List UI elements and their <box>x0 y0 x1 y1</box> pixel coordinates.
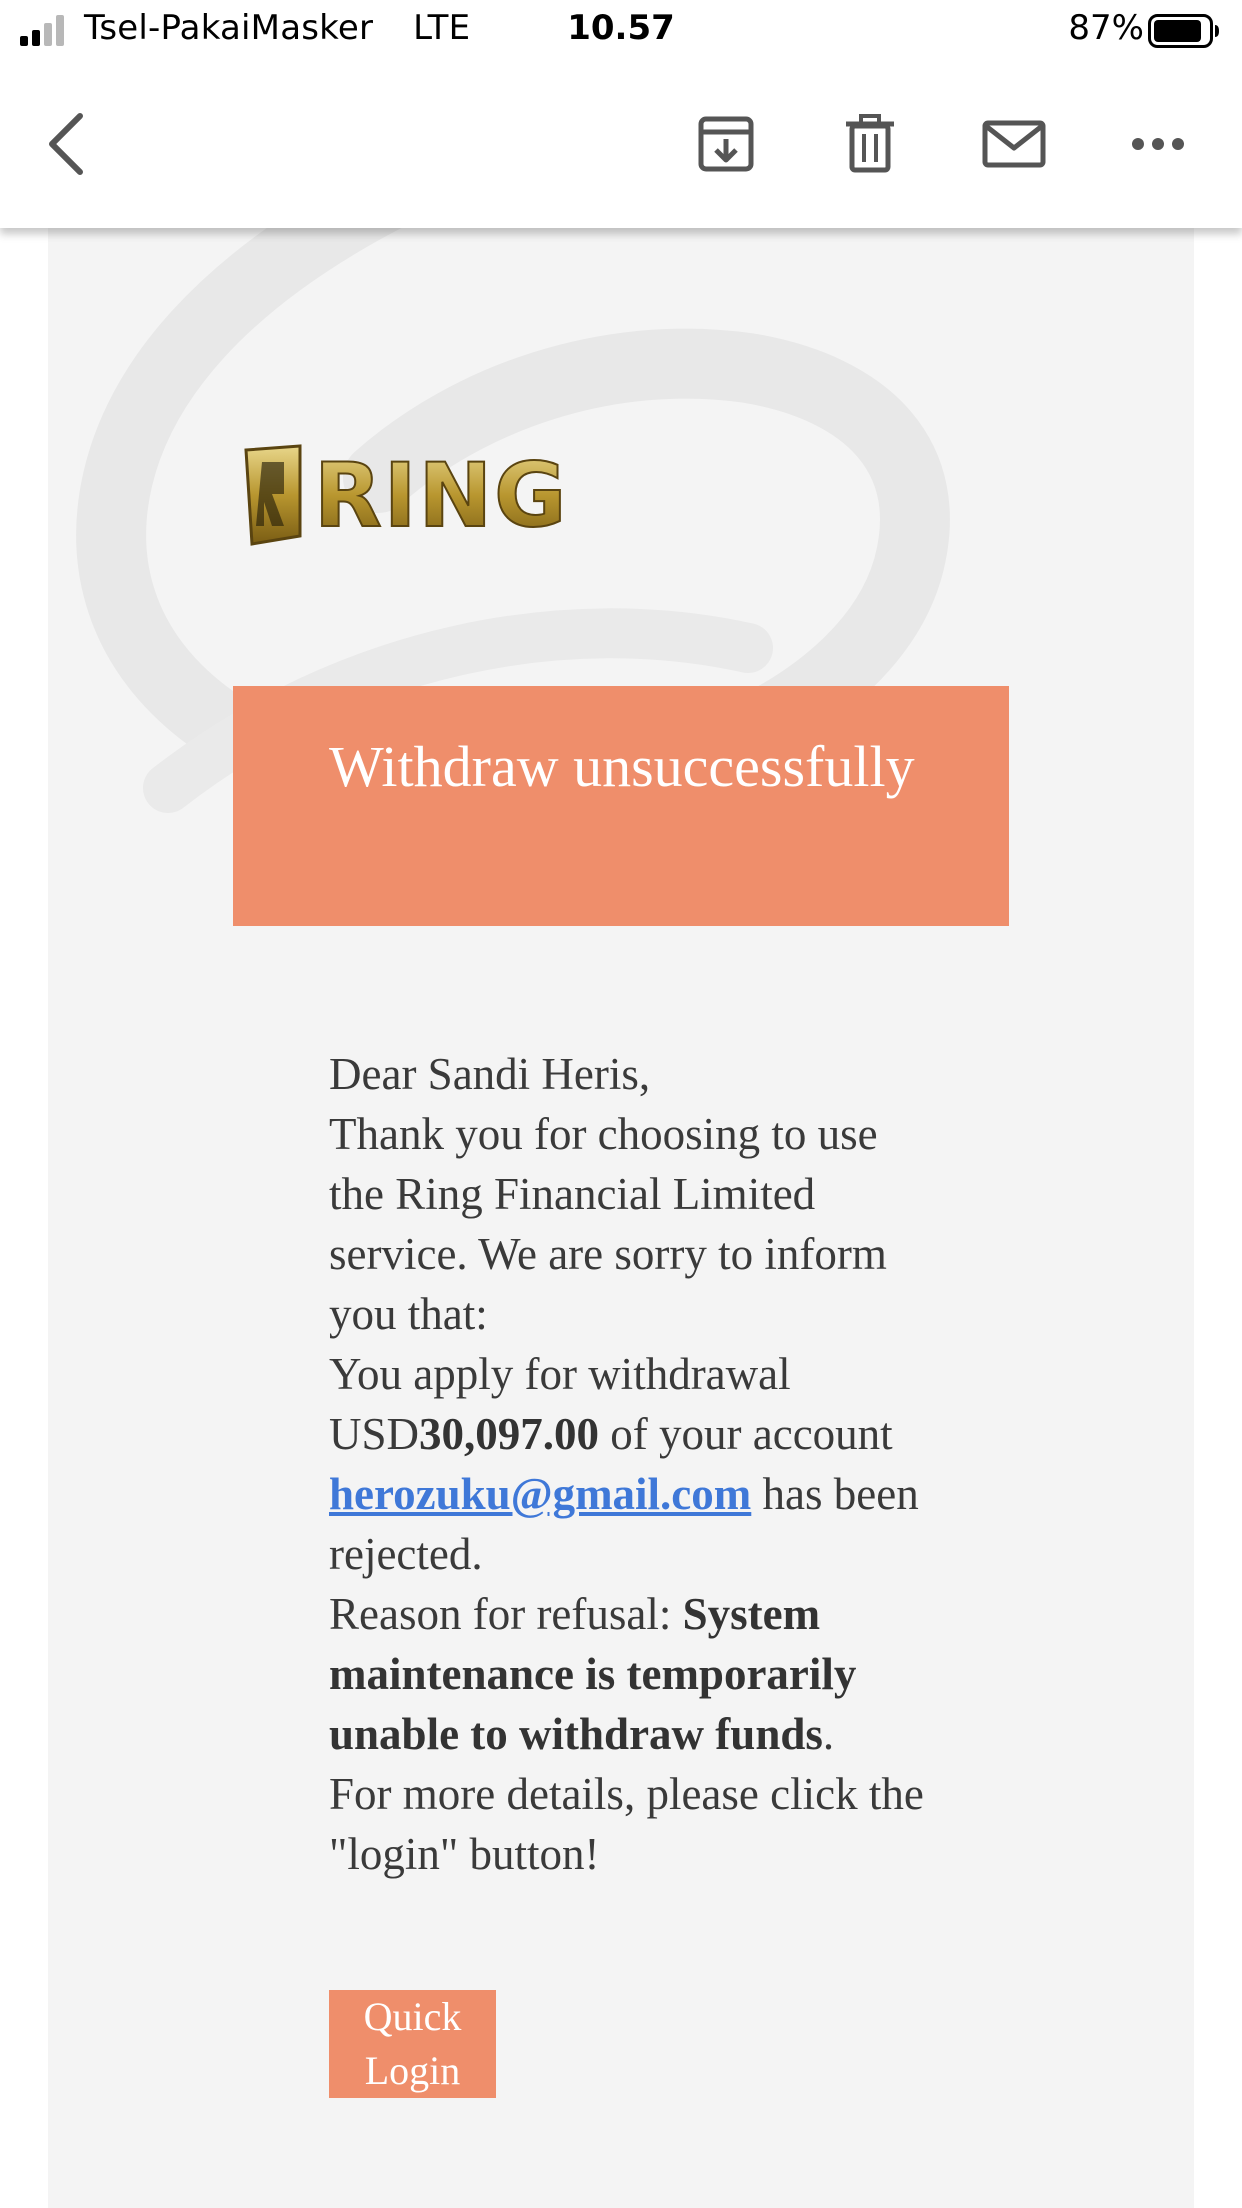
network-type: LTE <box>413 8 471 48</box>
withdrawal-amount: 30,097.00 <box>419 1409 600 1459</box>
details-text: For more details, please click the "login" button! <box>329 1769 924 1879</box>
apply-prefix: You apply for withdrawal USD <box>329 1349 791 1459</box>
chevron-left-icon <box>44 112 88 176</box>
rejected-text: has been rejected. <box>329 1469 919 1579</box>
intro-text: Thank you for choosing to use the Ring Financial Limited service. We are sorry to inform you that: <box>329 1109 887 1339</box>
email-body <box>48 228 1194 2208</box>
mail-toolbar <box>0 64 1242 228</box>
battery-icon <box>1148 14 1220 48</box>
greeting: Dear Sandi Heris, <box>329 1049 651 1099</box>
reason-label: Reason for refusal: <box>329 1589 683 1639</box>
back-button[interactable] <box>26 104 106 184</box>
mark-unread-button[interactable] <box>974 104 1054 184</box>
email-message <box>329 1044 929 1884</box>
delete-button[interactable] <box>830 104 910 184</box>
apply-suffix: of your account <box>599 1409 893 1459</box>
archive-button[interactable] <box>686 104 766 184</box>
status-banner <box>233 686 1009 926</box>
logo-wordmark: RING <box>314 444 569 547</box>
status-time-container <box>0 8 1242 48</box>
status-bar <box>0 0 1242 64</box>
ring-logo <box>242 440 672 560</box>
battery-percentage: 87% <box>1068 8 1144 48</box>
more-horizontal-icon <box>1131 137 1185 151</box>
banner-title: Withdraw unsuccessfully <box>329 734 915 799</box>
withdrawal-text <box>329 1344 929 1584</box>
trash-icon <box>844 114 896 174</box>
more-options-button[interactable] <box>1118 104 1198 184</box>
archive-icon <box>697 115 755 173</box>
account-email-link[interactable]: herozuku@gmail.com <box>329 1469 752 1519</box>
reason-end: . <box>822 1709 835 1759</box>
carrier-label: Tsel-PakaiMasker <box>84 8 374 48</box>
status-time: 10.57 <box>567 8 675 48</box>
refusal-reason <box>329 1584 929 1764</box>
mail-icon <box>982 120 1046 168</box>
quick-login-button[interactable]: Quick Login <box>329 1990 496 2098</box>
reason-text: System maintenance is temporarily unable to withdraw funds <box>329 1589 857 1759</box>
